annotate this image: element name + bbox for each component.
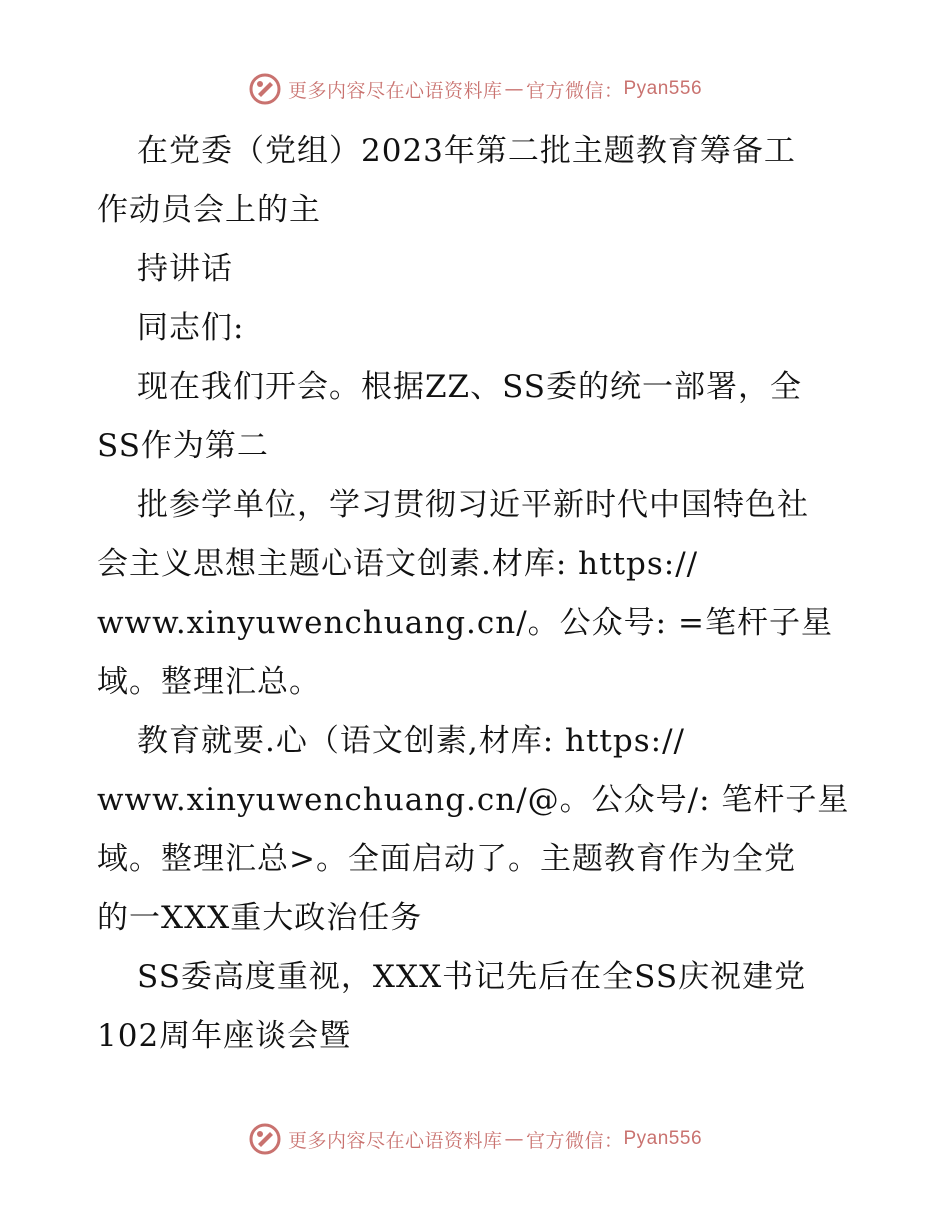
text-line: 作动员会上的主 [97, 192, 321, 228]
watermark-account: Pyan556 [623, 1128, 703, 1149]
text-line: 教育就要.心（语文创素,材库: https:// [137, 723, 685, 759]
text-line: 同志们: [137, 310, 245, 346]
text-line: www.xinyuwenchuang.cn/。公众号: =笔杆子星 [97, 605, 833, 641]
text-line: 批参学单位，学习贯彻习近平新时代中国特色社 [137, 487, 809, 523]
watermark-account: Pyan556 [623, 78, 703, 99]
text-line: 会主义思想主题心语文创素.材库: https:// [97, 546, 699, 582]
text-line: 持讲话 [137, 251, 233, 287]
watermark-separator: — [504, 78, 524, 100]
text-line: SS委高度重视，XXX书记先后在全SS庆祝建党 [137, 959, 807, 995]
watermark-label: 官方微信： [525, 79, 624, 102]
watermark-prefix: 更多内容尽在心语资料库 [287, 79, 503, 102]
text-line: 现在我们开会。根据ZZ、SS委的统一部署，全 [137, 369, 803, 405]
text-line: 的一XXX重大政治任务 [97, 900, 423, 936]
text-line: 在党委（党组）2023年第二批主题教育筹备工 [137, 133, 796, 169]
watermark-prefix: 更多内容尽在心语资料库 [287, 1129, 503, 1152]
text-line: www.xinyuwenchuang.cn/@。公众号/: 笔杆子星 [97, 782, 850, 818]
document-body [97, 122, 857, 1066]
header-watermark [0, 72, 950, 106]
watermark-separator: — [504, 1128, 524, 1150]
watermark-label: 官方微信： [525, 1129, 624, 1152]
seal-logo-icon [248, 1122, 282, 1156]
text-line: 102周年座谈会暨 [97, 1018, 352, 1054]
text-line: 域。整理汇总>。全面启动了。主题教育作为全党 [97, 841, 796, 877]
footer-watermark [0, 1122, 950, 1156]
seal-logo-icon [248, 72, 282, 106]
text-line: SS作为第二 [97, 428, 269, 464]
text-line: 域。整理汇总。 [97, 664, 321, 700]
